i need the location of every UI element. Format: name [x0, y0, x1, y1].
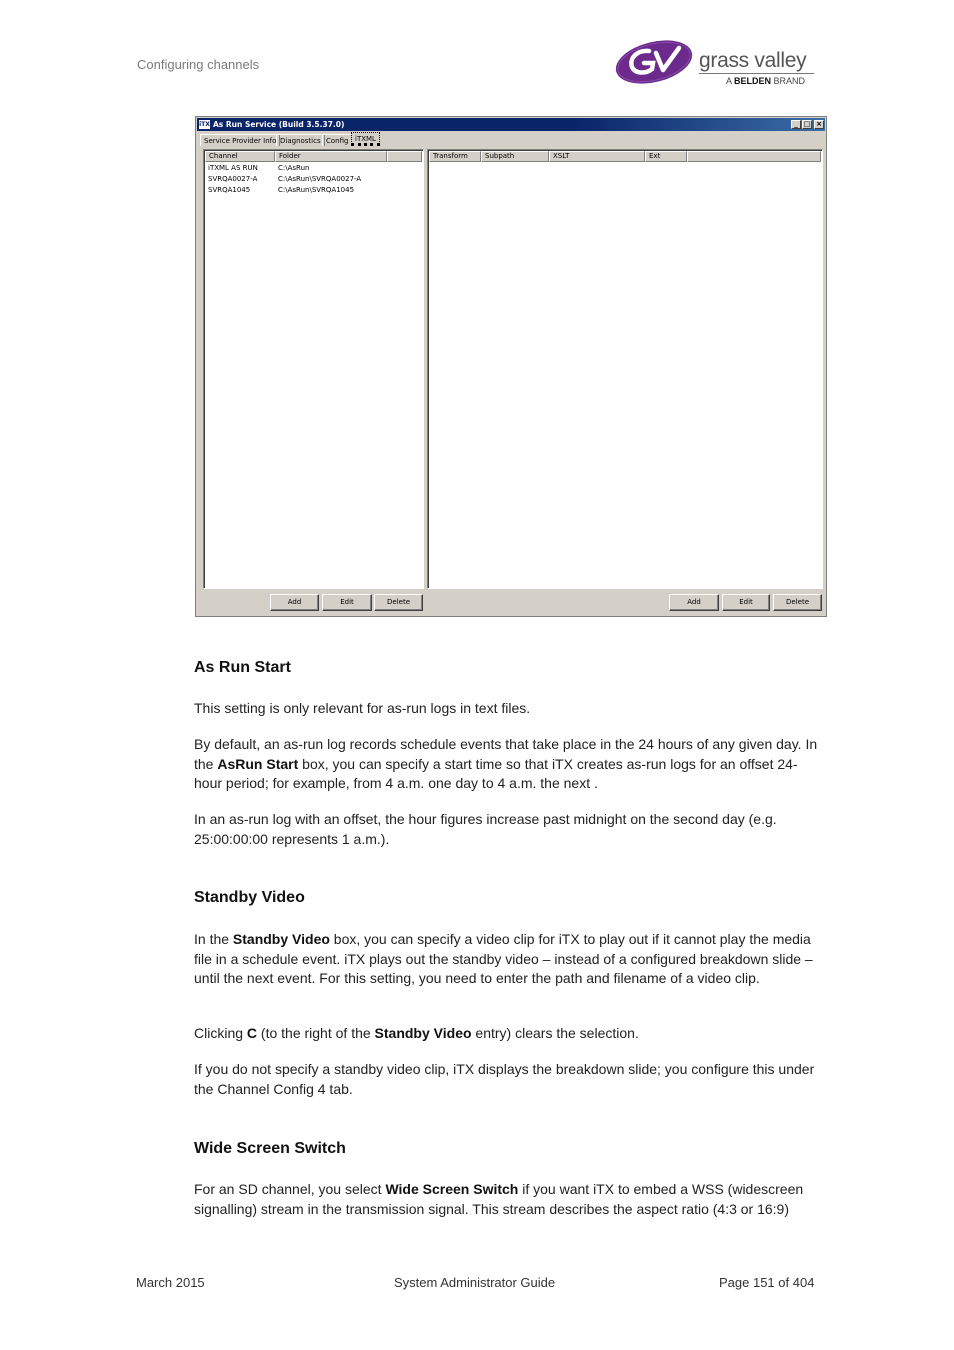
logo-tagline: A BELDEN BRAND: [726, 76, 806, 86]
cell-folder: C:\AsRun\SVRQA0027-A: [278, 175, 362, 183]
column-header-spare: [387, 151, 422, 162]
tab-service-provider-info[interactable]: Service Provider Info: [200, 134, 280, 146]
column-header-transform[interactable]: Transform: [429, 151, 481, 162]
paragraph: For an SD channel, you select Wide Screen Switch if you want iTX to embed a WSS (widescreen signalling) stream in the transmission signal. This stream describes the aspect ratio (4:3 or 16:9): [194, 1181, 804, 1217]
transform-list[interactable]: [427, 149, 823, 589]
paragraph: If you do not specify a standby video clip, iTX displays the breakdown slide; you configure this under the Channel Config 4 tab.: [194, 1061, 815, 1097]
minimize-icon[interactable]: _: [791, 120, 801, 129]
left-edit-button[interactable]: Edit: [322, 594, 372, 611]
column-header-subpath[interactable]: Subpath: [481, 151, 549, 162]
heading-as-run-start: As Run Start: [194, 659, 291, 676]
as-run-service-window: [195, 116, 827, 617]
column-header-ext[interactable]: Ext: [645, 151, 687, 162]
window-title: As Run Service (Build 3.5.37.0): [213, 120, 345, 129]
cell-channel: SVRQA0027-A: [208, 175, 258, 183]
footer-page-number: Page 151 of 404: [719, 1275, 815, 1290]
cell-channel: SVRQA1045: [208, 186, 251, 194]
column-header-folder[interactable]: Folder: [275, 151, 387, 162]
footer-doc-title: System Administrator Guide: [394, 1275, 556, 1290]
right-delete-button[interactable]: Delete: [773, 594, 822, 611]
footer-date: March 2015: [136, 1275, 205, 1290]
tab-itxml[interactable]: iTXML: [351, 132, 380, 146]
maximize-icon[interactable]: □: [803, 120, 811, 128]
logo-mark-icon: [615, 39, 697, 85]
running-header: Configuring channels: [137, 57, 260, 72]
heading-standby-video: Standby Video: [194, 889, 305, 906]
logo-rule: [699, 73, 814, 74]
tab-diagnostics[interactable]: Diagnostics: [276, 134, 325, 146]
tab-config[interactable]: Config: [322, 134, 352, 146]
close-icon[interactable]: ×: [814, 120, 824, 129]
paragraph: In an as-run log with an offset, the hour figures increase past midnight on the second day (e.g. 25:00:00:00 represents 1 a.m.).: [194, 811, 777, 847]
column-header-spare: [687, 151, 821, 162]
grass-valley-logo: [615, 37, 820, 89]
right-add-button[interactable]: Add: [669, 594, 719, 611]
logo-wordmark: grass valley: [699, 49, 807, 72]
paragraph: Clicking C (to the right of the Standby Video entry) clears the selection.: [194, 1025, 639, 1041]
paragraph: This setting is only relevant for as-run logs in text files.: [194, 700, 531, 716]
cell-folder: C:\AsRun\SVRQA1045: [278, 186, 355, 194]
column-header-xslt[interactable]: XSLT: [549, 151, 645, 162]
cell-folder: C:\AsRun: [278, 164, 310, 172]
left-delete-button[interactable]: Delete: [374, 594, 423, 611]
column-header-channel[interactable]: Channel: [205, 151, 275, 162]
channel-list[interactable]: [203, 149, 424, 589]
paragraph: In the Standby Video box, you can specify a video clip for iTX to play out if it cannot play the media file in a schedule event. iTX plays out the standby video – instead of a configured breakdown slide – until the next event. For this setting, you need to enter the path and filename of a video clip.: [194, 931, 813, 986]
app-icon: iTX: [199, 121, 210, 128]
right-edit-button[interactable]: Edit: [722, 594, 770, 611]
cell-channel: iTXML AS RUN: [208, 164, 258, 172]
left-add-button[interactable]: Add: [270, 594, 319, 611]
window-titlebar[interactable]: [197, 118, 825, 131]
paragraph: By default, an as-run log records schedule events that take place in the 24 hours of any given day. In the AsRun Start box, you can specify a start time so that iTX creates as-run logs for an offset 24-hour period; for example, from 4 a.m. one day to 4 a.m. the next .: [194, 736, 818, 791]
heading-wide-screen-switch: Wide Screen Switch: [194, 1140, 346, 1157]
